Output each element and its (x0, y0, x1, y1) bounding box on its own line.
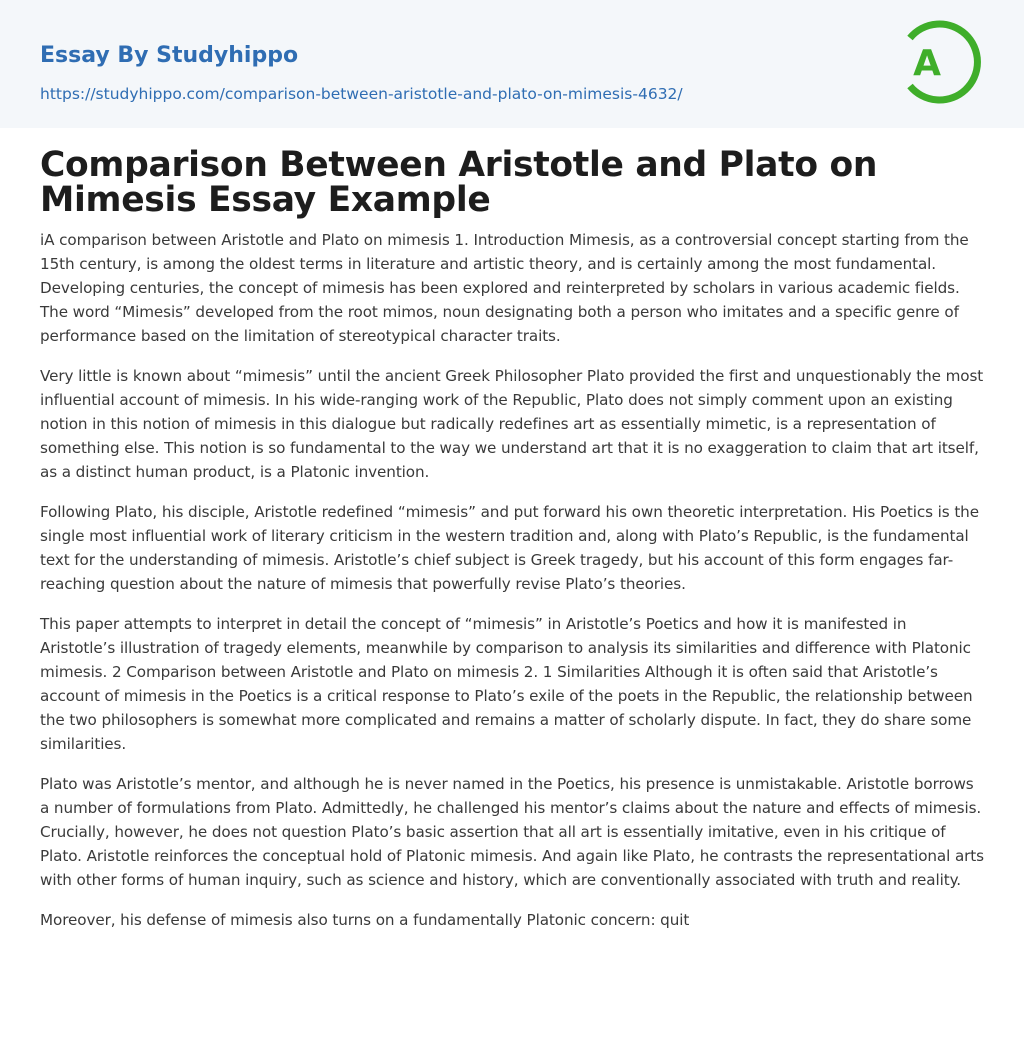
article-paragraph: Plato was Aristotle’s mentor, and although he is never named in the Poetics, his presence is unmistakable. Aristotle borrows a number of formulations from Plato. Admittedly, he challenged his mentor’s claims about the nature and effects of mimesis. Crucially, however, he does not question Plato’s basic assertion that all art is essentially imitative, even in his critique of Plato. Aristotle reinforces the conceptual hold of Platonic mimesis. And again like Plato, he contrasts the representational arts with other forms of human inquiry, such as science and history, which are conventionally associated with truth and reality. (40, 775, 984, 889)
article-paragraph: This paper attempts to interpret in detail the concept of “mimesis” in Aristotle’s Poetics and how it is manifested in Aristotle’s illustration of tragedy elements, meanwhile by comparison to analysis its similarities and difference with Platonic mimesis. 2 Comparison between Aristotle and Plato on mimesis 2. 1 Similarities Although it is often said that Aristotle’s account of mimesis in the Poetics is a critical response to Plato’s exile of the poets in the Republic, the relationship between the two philosophers is somewhat more complicated and remains a matter of scholarly dispute. In fact, they do share some similarities. (40, 615, 973, 753)
site-brand[interactable]: Essay By Studyhippo (40, 43, 299, 68)
article-content (0, 128, 1024, 932)
article-paragraph: Moreover, his defense of mimesis also turns on a fundamentally Platonic concern: quit (40, 911, 690, 929)
studyhippo-logo-icon[interactable] (900, 20, 984, 104)
page-url-link[interactable]: https://studyhippo.com/comparison-between-aristotle-and-plato-on-mimesis-4632/ (40, 85, 683, 103)
logo-letter: A (913, 43, 941, 84)
site-header (0, 0, 1024, 128)
article-paragraph: Following Plato, his disciple, Aristotle redefined “mimesis” and put forward his own theoretic interpretation. His Poetics is the single most influential work of literary criticism in the western tradition and, along with Plato’s Republic, is the fundamental text for the understanding of mimesis. Aristotle’s chief subject is Greek tragedy, but his account of this form engages far-reaching question about the nature of mimesis that powerfully revise Plato’s theories. (40, 503, 979, 593)
article-paragraph: iA comparison between Aristotle and Plato on mimesis 1. Introduction Mimesis, as a controversial concept starting from the 15th century, is among the oldest terms in literature and artistic theory, and is certainly among the most fundamental. Developing centuries, the concept of mimesis has been explored and reinterpreted by scholars in various academic fields. The word “Mimesis” developed from the root mimos, noun designating both a person who imitates and a specific genre of performance based on the limitation of stereotypical character traits. (40, 231, 969, 345)
article-paragraph: Very little is known about “mimesis” until the ancient Greek Philosopher Plato provided the first and unquestionably the most influential account of mimesis. In his wide-ranging work of the Republic, Plato does not simply comment upon an existing notion in this notion of mimesis in this dialogue but radically redefines art as essentially mimetic, is a representation of something else. This notion is so fundamental to the way we understand art that it is no exaggeration to claim that art itself, as a distinct human product, is a Platonic invention. (40, 367, 984, 481)
page-title: Comparison Between Aristotle and Plato on Mimesis Essay Example (40, 145, 878, 220)
